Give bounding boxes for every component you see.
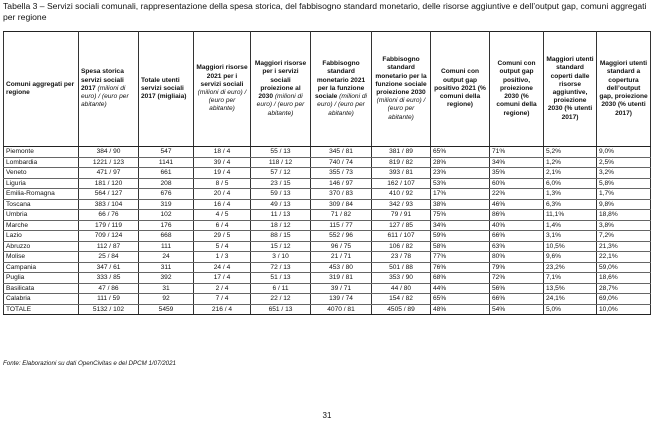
value-cell: 740 / 74 — [311, 157, 372, 168]
value-cell: 7,1% — [544, 273, 597, 284]
value-cell: 23 / 15 — [251, 178, 311, 189]
value-cell: 86% — [490, 210, 544, 221]
value-cell: 342 / 93 — [372, 199, 431, 210]
value-cell: 5,2% — [544, 147, 597, 158]
value-cell: 11,1% — [544, 210, 597, 221]
region-cell: Campania — [4, 262, 79, 273]
value-cell: 410 / 92 — [372, 189, 431, 200]
value-cell: 9,8% — [597, 199, 651, 210]
value-cell: 18,6% — [597, 273, 651, 284]
value-cell: 6 / 4 — [194, 220, 251, 231]
value-cell: 162 / 107 — [372, 178, 431, 189]
value-cell: 6 / 11 — [251, 283, 311, 294]
value-cell: 80% — [490, 252, 544, 263]
value-cell: 9,6% — [544, 252, 597, 263]
value-cell: 176 — [139, 220, 194, 231]
value-cell: 319 / 81 — [311, 273, 372, 284]
header-cell: Comuni con output gap positivo, proiezione 2030 (% comuni della regione) — [490, 32, 544, 147]
header-cell: Fabbisogno standard monetario 2021 per la funzione sociale (milioni di euro) / (euro per abitante) — [311, 32, 372, 147]
region-cell: Piemonte — [4, 147, 79, 158]
value-cell: 471 / 97 — [79, 168, 139, 179]
table-caption: Tabella 3 – Servizi sociali comunali, rappresentazione della spesa storica, del fabbisogno standard monetario, delle risorse aggiuntive e dell’output gap, comuni aggregati per regione — [3, 1, 647, 22]
page-number: 31 — [322, 411, 332, 420]
value-cell: 31 — [139, 283, 194, 294]
header-cell: Maggiori risorse per i servizi sociali proiezione al 2030 (milioni di euro) / (euro per abitante) — [251, 32, 311, 147]
value-cell: 393 / 81 — [372, 168, 431, 179]
value-cell: 15 / 12 — [251, 241, 311, 252]
value-cell: 88 / 15 — [251, 231, 311, 242]
value-cell: 54% — [490, 304, 544, 315]
region-cell: Calabria — [4, 294, 79, 305]
value-cell: 57 / 12 — [251, 168, 311, 179]
value-cell: 29 / 5 — [194, 231, 251, 242]
value-cell: 381 / 89 — [372, 147, 431, 158]
region-cell: Emilia-Romagna — [4, 189, 79, 200]
region-cell: Basilicata — [4, 283, 79, 294]
table-row — [4, 168, 651, 179]
value-cell: 311 — [139, 262, 194, 273]
value-cell: 154 / 82 — [372, 294, 431, 305]
value-cell: 2,1% — [544, 168, 597, 179]
table-row — [4, 283, 651, 294]
value-cell: 28% — [431, 157, 490, 168]
value-cell: 38% — [431, 199, 490, 210]
value-cell: 58% — [431, 241, 490, 252]
value-cell: 40% — [490, 220, 544, 231]
value-cell: 676 — [139, 189, 194, 200]
value-cell: 65% — [431, 147, 490, 158]
header-cell: Maggiori risorse 2021 per i servizi sociali (milioni di euro) / (euro per abitante) — [194, 32, 251, 147]
data-table — [3, 31, 651, 315]
value-cell: 333 / 85 — [79, 273, 139, 284]
value-cell: 66 / 76 — [79, 210, 139, 221]
value-cell: 59,0% — [597, 262, 651, 273]
value-cell: 23,2% — [544, 262, 597, 273]
value-cell: 49 / 13 — [251, 199, 311, 210]
value-cell: 21,3% — [597, 241, 651, 252]
value-cell: 68% — [431, 273, 490, 284]
value-cell: 72% — [490, 273, 544, 284]
value-cell: 146 / 97 — [311, 178, 372, 189]
table-row — [4, 294, 651, 305]
value-cell: 4 / 5 — [194, 210, 251, 221]
value-cell: 8 / 5 — [194, 178, 251, 189]
value-cell: 24,1% — [544, 294, 597, 305]
value-cell: 345 / 81 — [311, 147, 372, 158]
value-cell: 1141 — [139, 157, 194, 168]
value-cell: 9,0% — [597, 147, 651, 158]
value-cell: 16 / 4 — [194, 199, 251, 210]
value-cell: 347 / 61 — [79, 262, 139, 273]
value-cell: 60% — [490, 178, 544, 189]
region-cell: Puglia — [4, 273, 79, 284]
value-cell: 24 / 4 — [194, 262, 251, 273]
value-cell: 79% — [490, 262, 544, 273]
value-cell: 7 / 4 — [194, 294, 251, 305]
value-cell: 1221 / 123 — [79, 157, 139, 168]
value-cell: 383 / 104 — [79, 199, 139, 210]
value-cell: 661 — [139, 168, 194, 179]
value-cell: 709 / 124 — [79, 231, 139, 242]
value-cell: 309 / 84 — [311, 199, 372, 210]
table-row — [4, 262, 651, 273]
value-cell: 651 / 13 — [251, 304, 311, 315]
region-cell: Veneto — [4, 168, 79, 179]
value-cell: 21 / 71 — [311, 252, 372, 263]
value-cell: 3,2% — [597, 168, 651, 179]
total-row — [4, 304, 651, 315]
value-cell: 118 / 12 — [251, 157, 311, 168]
value-cell: 23% — [431, 168, 490, 179]
value-cell: 10,0% — [597, 304, 651, 315]
value-cell: 1,4% — [544, 220, 597, 231]
value-cell: 76% — [431, 262, 490, 273]
value-cell: 22% — [490, 189, 544, 200]
value-cell: 353 / 90 — [372, 273, 431, 284]
value-cell: 25 / 84 — [79, 252, 139, 263]
value-cell: 44 / 80 — [372, 283, 431, 294]
value-cell: 28,7% — [597, 283, 651, 294]
value-cell: 1 / 3 — [194, 252, 251, 263]
region-cell: Marche — [4, 220, 79, 231]
value-cell: 5,0% — [544, 304, 597, 315]
value-cell: 59 / 13 — [251, 189, 311, 200]
value-cell: 106 / 82 — [372, 241, 431, 252]
table-row — [4, 252, 651, 263]
value-cell: 55 / 13 — [251, 147, 311, 158]
value-cell: 3,8% — [597, 220, 651, 231]
header-cell: Comuni con output gap positivo 2021 (% comuni della regione) — [431, 32, 490, 147]
region-cell: Lombardia — [4, 157, 79, 168]
value-cell: 13,5% — [544, 283, 597, 294]
value-cell: 819 / 82 — [372, 157, 431, 168]
region-cell: Toscana — [4, 199, 79, 210]
value-cell: 22 / 12 — [251, 294, 311, 305]
table-row — [4, 147, 651, 158]
value-cell: 47 / 86 — [79, 283, 139, 294]
value-cell: 77% — [431, 252, 490, 263]
value-cell: 208 — [139, 178, 194, 189]
value-cell: 4505 / 89 — [372, 304, 431, 315]
value-cell: 22,1% — [597, 252, 651, 263]
table-row — [4, 210, 651, 221]
value-cell: 18 / 4 — [194, 147, 251, 158]
table-row — [4, 220, 651, 231]
value-cell: 18,8% — [597, 210, 651, 221]
table-row — [4, 199, 651, 210]
value-cell: 35% — [490, 168, 544, 179]
value-cell: 2,5% — [597, 157, 651, 168]
table-row — [4, 241, 651, 252]
header-cell: Maggiori utenti standard coperti dalle risorse aggiuntive, proiezione 2030 (% utenti 2017) — [544, 32, 597, 147]
value-cell: 71% — [490, 147, 544, 158]
value-cell: 34% — [490, 157, 544, 168]
value-cell: 46% — [490, 199, 544, 210]
value-cell: 216 / 4 — [194, 304, 251, 315]
value-cell: 44% — [431, 283, 490, 294]
header-row — [4, 32, 651, 147]
value-cell: 3,1% — [544, 231, 597, 242]
header-cell: Spesa storica servizi sociali 2017 (milioni di euro) / (euro per abitante) — [79, 32, 139, 147]
value-cell: 319 — [139, 199, 194, 210]
value-cell: 392 — [139, 273, 194, 284]
table-row — [4, 178, 651, 189]
value-cell: 4070 / 81 — [311, 304, 372, 315]
value-cell: 65% — [431, 294, 490, 305]
source-note: Fonte: Elaborazioni su dati OpenCivitas e del DPCM 1/07/2021 — [3, 360, 177, 367]
value-cell: 112 / 87 — [79, 241, 139, 252]
region-cell: TOTALE — [4, 304, 79, 315]
value-cell: 1,2% — [544, 157, 597, 168]
table-row — [4, 157, 651, 168]
value-cell: 75% — [431, 210, 490, 221]
value-cell: 111 / 59 — [79, 294, 139, 305]
header-cell: Totale utenti servizi sociali 2017 (migliaia) — [139, 32, 194, 147]
value-cell: 48% — [431, 304, 490, 315]
region-cell: Lazio — [4, 231, 79, 242]
region-cell: Abruzzo — [4, 241, 79, 252]
value-cell: 71 / 82 — [311, 210, 372, 221]
value-cell: 53% — [431, 178, 490, 189]
value-cell: 66% — [490, 294, 544, 305]
value-cell: 5 / 4 — [194, 241, 251, 252]
value-cell: 547 — [139, 147, 194, 158]
value-cell: 39 / 71 — [311, 283, 372, 294]
region-cell: Liguria — [4, 178, 79, 189]
value-cell: 17% — [431, 189, 490, 200]
value-cell: 20 / 4 — [194, 189, 251, 200]
value-cell: 92 — [139, 294, 194, 305]
value-cell: 11 / 13 — [251, 210, 311, 221]
value-cell: 17 / 4 — [194, 273, 251, 284]
value-cell: 34% — [431, 220, 490, 231]
value-cell: 69,0% — [597, 294, 651, 305]
table-row — [4, 189, 651, 200]
value-cell: 384 / 90 — [79, 147, 139, 158]
value-cell: 370 / 83 — [311, 189, 372, 200]
header-cell: Maggiori utenti standard a copertura dell’output gap, proiezione 2030 (% utenti 2017) — [597, 32, 651, 147]
header-cell: Comuni aggregati per regione — [4, 32, 79, 147]
value-cell: 552 / 96 — [311, 231, 372, 242]
value-cell: 39 / 4 — [194, 157, 251, 168]
value-cell: 355 / 73 — [311, 168, 372, 179]
value-cell: 5132 / 102 — [79, 304, 139, 315]
table-body — [4, 147, 651, 315]
value-cell: 564 / 127 — [79, 189, 139, 200]
value-cell: 179 / 119 — [79, 220, 139, 231]
value-cell: 19 / 4 — [194, 168, 251, 179]
value-cell: 2 / 4 — [194, 283, 251, 294]
value-cell: 7,2% — [597, 231, 651, 242]
value-cell: 96 / 75 — [311, 241, 372, 252]
value-cell: 23 / 78 — [372, 252, 431, 263]
value-cell: 127 / 85 — [372, 220, 431, 231]
value-cell: 5,8% — [597, 178, 651, 189]
region-cell: Molise — [4, 252, 79, 263]
value-cell: 63% — [490, 241, 544, 252]
value-cell: 6,0% — [544, 178, 597, 189]
value-cell: 668 — [139, 231, 194, 242]
value-cell: 115 / 77 — [311, 220, 372, 231]
value-cell: 18 / 12 — [251, 220, 311, 231]
value-cell: 79 / 91 — [372, 210, 431, 221]
value-cell: 111 — [139, 241, 194, 252]
header-cell: Fabbisogno standard monetario per la funzione sociale proiezione 2030 (milioni di euro) / (euro per abitante) — [372, 32, 431, 147]
value-cell: 51 / 13 — [251, 273, 311, 284]
value-cell: 102 — [139, 210, 194, 221]
value-cell: 59% — [431, 231, 490, 242]
value-cell: 501 / 88 — [372, 262, 431, 273]
value-cell: 10,5% — [544, 241, 597, 252]
value-cell: 56% — [490, 283, 544, 294]
value-cell: 611 / 107 — [372, 231, 431, 242]
region-cell: Umbria — [4, 210, 79, 221]
value-cell: 181 / 120 — [79, 178, 139, 189]
value-cell: 66% — [490, 231, 544, 242]
value-cell: 139 / 74 — [311, 294, 372, 305]
table-row — [4, 231, 651, 242]
value-cell: 72 / 13 — [251, 262, 311, 273]
value-cell: 6,3% — [544, 199, 597, 210]
value-cell: 1,3% — [544, 189, 597, 200]
value-cell: 24 — [139, 252, 194, 263]
value-cell: 1,7% — [597, 189, 651, 200]
table-row — [4, 273, 651, 284]
value-cell: 453 / 80 — [311, 262, 372, 273]
value-cell: 5459 — [139, 304, 194, 315]
value-cell: 3 / 10 — [251, 252, 311, 263]
